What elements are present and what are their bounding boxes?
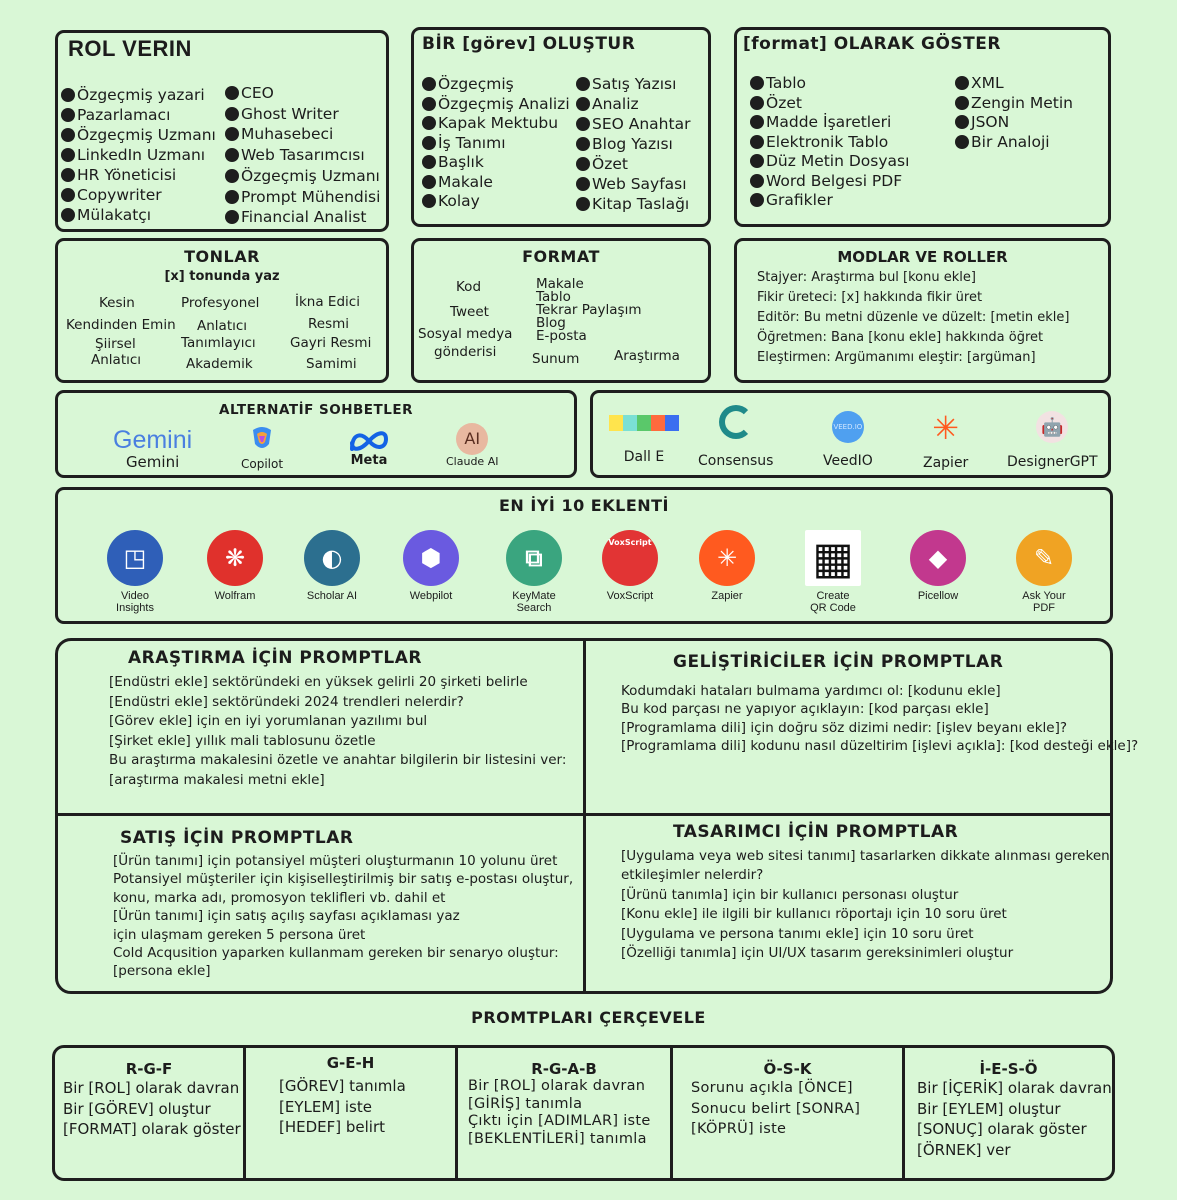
frame-line: Sorunu açıkla [ÖNCE] xyxy=(691,1080,853,1096)
ton-word: Akademik xyxy=(186,356,253,372)
list-item-label: Web Tasarımcısı xyxy=(241,146,365,165)
list-item-label: Özgeçmiş Uzmanı xyxy=(77,126,216,144)
list-item-label: Kapak Mektubu xyxy=(438,114,559,132)
list-item xyxy=(225,207,380,228)
list-item xyxy=(225,124,380,145)
list-item xyxy=(225,145,380,166)
list-item-label: Mülakatçı xyxy=(77,206,152,224)
list-item-label: Kitap Taslağı xyxy=(592,195,690,213)
list-item xyxy=(61,125,216,145)
plugin-label: Picellow xyxy=(917,590,959,602)
format-word: gönderisi xyxy=(434,344,497,360)
list-item-label: Zengin Metin xyxy=(971,93,1073,112)
list-item-label: Özgeçmiş Analizi xyxy=(438,94,570,113)
bullet-icon xyxy=(750,135,764,149)
list-item xyxy=(422,192,570,212)
bullet-icon xyxy=(955,96,969,110)
veedio-label: VeedIO xyxy=(823,453,873,469)
plugin-item[interactable] xyxy=(494,530,574,614)
rol-verin-title: ROL VERIN xyxy=(68,36,192,61)
bullet-icon xyxy=(576,77,590,91)
bullet-icon xyxy=(422,155,436,169)
list-item xyxy=(750,172,909,192)
list-item xyxy=(750,152,909,172)
consensus-label: Consensus xyxy=(698,453,774,469)
prompt-line: için ulaşmam gereken 5 persona üret xyxy=(113,926,366,943)
prompt-line: Kodumdaki hataları bulmama yardımcı ol: [kodunu ekle] xyxy=(621,683,1001,699)
prompt-line: [Endüstri ekle] sektöründeki en yüksek gelirli 20 şirketi belirle xyxy=(109,674,528,690)
format-list-col1 xyxy=(750,74,909,211)
bullet-icon xyxy=(61,108,75,122)
plugin-label: Video Insights xyxy=(116,590,154,614)
plugin-label: Scholar AI xyxy=(306,590,358,602)
gorev-olustur-panel xyxy=(411,27,711,227)
prompt-line: [Uygulama ve persona tanımı ekle] için 10 soru üret xyxy=(621,925,974,942)
meta-label: Meta xyxy=(350,453,388,468)
ton-word: İkna Edici xyxy=(295,294,360,310)
frame-head: İ-E-S-Ö xyxy=(979,1060,1038,1078)
list-item xyxy=(955,113,1073,133)
list-item xyxy=(576,134,690,154)
copilot-logo[interactable] xyxy=(241,424,283,471)
plugin-label: KeyMate Search xyxy=(512,590,556,614)
frame-line: [SONUÇ] olarak göster xyxy=(917,1120,1087,1138)
bullet-icon xyxy=(422,77,436,91)
list-item-label: Tablo xyxy=(766,74,807,92)
gorev-list-col1 xyxy=(422,75,570,212)
list-item-label: Özet xyxy=(766,93,802,112)
modlar-lines xyxy=(757,268,1069,368)
picellow-icon: ◆ xyxy=(910,530,966,586)
frame-head: R-G-F xyxy=(125,1060,173,1078)
format-title: FORMAT xyxy=(522,247,600,266)
claude-icon: AI xyxy=(456,423,488,455)
keymate-icon: ⧉ xyxy=(506,530,562,586)
list-item xyxy=(750,133,909,153)
list-item xyxy=(955,133,1073,153)
plugin-label: Create QR Code xyxy=(810,590,856,614)
ton-word: Samimi xyxy=(306,356,357,372)
scholar-ai-icon: ◐ xyxy=(304,530,360,586)
prompt-line: [Programlama dili] kodunu nasıl düzeltirim [işlevi açıkla]: [kod desteği ekle]? xyxy=(621,738,1139,755)
plugin-label: Wolfram xyxy=(214,590,256,602)
list-item-label: Web Sayfası xyxy=(592,175,687,193)
list-item-label: Makale xyxy=(438,172,493,191)
claude-label: Claude AI xyxy=(446,455,499,468)
alternatif-sohbetler-panel xyxy=(55,390,577,478)
format-panel xyxy=(411,238,711,383)
eklenti-row xyxy=(58,530,1110,620)
bullet-icon xyxy=(61,208,75,222)
frame-column xyxy=(243,1048,455,1178)
tonlar-subtitle: [x] tonunda yaz xyxy=(164,269,280,284)
list-item xyxy=(750,191,909,211)
plugin-item[interactable] xyxy=(292,530,372,602)
ton-word: Tanımlayıcı xyxy=(181,335,256,351)
gelistirici-title: GELİŞTİRİCİLER İÇİN PROMPTLAR xyxy=(673,652,1004,672)
cerceve-title: PROMTPLARI ÇERÇEVELE xyxy=(471,1008,706,1027)
plugin-label: Ask Your PDF xyxy=(1022,590,1066,614)
list-item-label: HR Yöneticisi xyxy=(77,166,177,184)
list-item xyxy=(225,166,380,187)
list-item xyxy=(61,145,216,165)
meta-icon xyxy=(348,429,390,453)
gemini-label: Gemini xyxy=(125,453,180,471)
list-item-label: Pazarlamacı xyxy=(77,106,171,124)
frame-column xyxy=(902,1048,1112,1178)
voxscript-icon: VoxScript xyxy=(602,530,658,586)
prompt-line: [Ürünü tanımla] için bir kullanıcı personası oluştur xyxy=(621,886,959,903)
list-item xyxy=(955,94,1073,114)
gelistirici-lines xyxy=(621,682,1138,756)
plugin-item[interactable] xyxy=(1004,530,1084,614)
list-item xyxy=(61,185,216,205)
copilot-label: Copilot xyxy=(241,457,284,471)
ton-word: Gayri Resmi xyxy=(290,335,372,351)
list-item xyxy=(576,74,690,94)
ton-word: Kesin xyxy=(99,295,135,311)
arastirma-title: ARAŞTIRMA İÇİN PROMPTLAR xyxy=(128,648,422,668)
list-item-label: Elektronik Tablo xyxy=(766,132,889,151)
format-list-col2 xyxy=(955,74,1073,152)
format-word: Blog xyxy=(536,315,566,331)
format-goster-panel xyxy=(734,27,1111,227)
bullet-icon xyxy=(750,76,764,90)
frame-line: [KÖPRÜ] iste xyxy=(691,1121,787,1137)
list-item-label: Blog Yazısı xyxy=(592,135,673,153)
frame-line: Bir [ROL] olarak davran xyxy=(468,1078,646,1094)
prompt-line: Bu araştırma makalesini özetle ve anahtar bilgilerin bir listesini ver: xyxy=(109,752,567,769)
list-item-label: Copywriter xyxy=(77,186,162,204)
satis-title: SATIŞ İÇİN PROMPTLAR xyxy=(120,828,354,848)
prompt-line: [Özelliği tanımla] için UI/UX tasarım gereksinimleri oluştur xyxy=(621,945,1014,962)
gorev-title: BİR [görev] OLUŞTUR xyxy=(422,34,636,54)
list-item xyxy=(955,74,1073,94)
designergpt-icon: 🤖 xyxy=(1036,411,1068,443)
ton-word: Kendinden Emin xyxy=(66,317,176,333)
dalle-icon xyxy=(609,415,679,431)
list-item-label: Prompt Mühendisi xyxy=(241,187,381,206)
bullet-icon xyxy=(225,127,239,141)
bullet-icon xyxy=(576,97,590,111)
list-item-label: Özgeçmiş yazari xyxy=(77,86,205,104)
gemini-wordmark: Gemini xyxy=(113,426,193,454)
cerceve-panel xyxy=(52,1045,1115,1181)
prompt-line: [araştırma makalesi metni ekle] xyxy=(109,771,325,788)
wolfram-icon: ❋ xyxy=(207,530,263,586)
bullet-icon xyxy=(576,157,590,171)
designergpt-label: DesignerGPT xyxy=(1007,454,1098,470)
frame-line: Sonucu belirt [SONRA] xyxy=(691,1100,861,1117)
plugin-item[interactable] xyxy=(793,530,873,614)
list-item xyxy=(61,85,216,105)
bullet-icon xyxy=(955,115,969,129)
format-word: Sunum xyxy=(532,351,580,367)
format-word: Kod xyxy=(456,279,482,295)
alternatif-title: ALTERNATİF SOHBETLER xyxy=(219,402,413,418)
list-item-label: LinkedIn Uzmanı xyxy=(77,146,206,164)
list-item-label: Muhasebeci xyxy=(241,125,334,144)
format-word: Tekrar Paylaşım xyxy=(536,302,642,318)
plugin-label: Zapier xyxy=(711,590,743,602)
veedio-logo[interactable] xyxy=(823,411,873,469)
ton-word: Profesyonel xyxy=(181,295,260,311)
list-item xyxy=(576,114,690,134)
bullet-icon xyxy=(225,210,239,224)
format-word: Araştırma xyxy=(614,348,680,364)
prompt-line: Öğretmen: Bana [konu ekle] hakkında öğret xyxy=(757,330,1044,345)
plugin-label: VoxScript xyxy=(606,590,654,602)
prompt-line: Fikir üreteci: [x] hakkında fikir üret xyxy=(757,290,983,305)
rol-list-col1 xyxy=(61,85,216,225)
gemini-logo[interactable] xyxy=(113,426,192,470)
frame-column xyxy=(455,1048,670,1178)
prompt-line: Eleştirmen: Argümanımı eleştir: [argüman] xyxy=(757,350,1036,365)
consensus-icon xyxy=(719,405,753,439)
list-item xyxy=(576,94,690,114)
list-item xyxy=(422,75,570,95)
pdf-icon: ✎ xyxy=(1016,530,1072,586)
list-item-label: Başlık xyxy=(438,153,484,171)
format-word: Tweet xyxy=(450,304,489,320)
dalle-label: Dall E xyxy=(623,449,665,465)
frame-line: Bir [EYLEM] oluştur xyxy=(917,1099,1061,1118)
tonlar-panel xyxy=(55,238,389,383)
prompt-line: [Ürün tanımı] için satış açılış sayfası açıklaması yaz xyxy=(113,908,460,925)
prompt-line: konu, marka adı, promosyon teklifleri vb. dahil et xyxy=(113,889,446,906)
list-item-label: Bir Analoji xyxy=(971,132,1050,151)
prompt-line: [Endüstri ekle] sektöründeki 2024 trendleri nelerdir? xyxy=(109,693,464,710)
format-word: Tablo xyxy=(536,289,571,305)
frame-line: Çıktı için [ADIMLAR] iste xyxy=(468,1113,651,1129)
list-item xyxy=(61,165,216,185)
frame-line: [EYLEM] iste xyxy=(279,1097,372,1116)
tasarimci-title: TASARIMCI İÇİN PROMPTLAR xyxy=(673,822,959,842)
tonlar-title: TONLAR xyxy=(184,247,260,266)
bullet-icon xyxy=(225,86,239,100)
list-item-label: Ghost Writer xyxy=(241,104,339,123)
prompt-line: [Konu ekle] ile ilgili bir kullanıcı röportajı için 10 soru üret xyxy=(621,906,1007,923)
list-item-label: Analiz xyxy=(592,95,639,113)
satis-lines xyxy=(113,852,573,981)
prompt-line: [Uygulama veya web sitesi tanımı] tasarlarken dikkate alınması gereken xyxy=(621,848,1110,864)
bullet-icon xyxy=(750,154,764,168)
plugin-item[interactable] xyxy=(95,530,175,614)
bullet-icon xyxy=(61,148,75,162)
list-item xyxy=(750,74,909,94)
prompt-line: [Görev ekle] için en iyi yorumlanan yazılımı bul xyxy=(109,713,428,730)
prompts-grid xyxy=(55,638,1139,994)
frame-line: Bir [GÖREV] oluştur xyxy=(63,1099,211,1118)
format-word: Makale xyxy=(536,276,584,292)
dalle-logo[interactable] xyxy=(609,415,679,465)
list-item-label: Kolay xyxy=(438,192,480,210)
prompt-line: Potansiyel müşteriler için kişiselleştirilmiş bir satış e-postası oluştur, xyxy=(113,871,574,888)
meta-logo[interactable] xyxy=(348,429,390,468)
video-insights-icon: ◳ xyxy=(107,530,163,586)
prompt-line: Stajyer: Araştırma bul [konu ekle] xyxy=(757,270,976,285)
frame-line: Bir [İÇERİK] olarak davran xyxy=(917,1079,1112,1097)
bullet-icon xyxy=(750,115,764,129)
bullet-icon xyxy=(955,135,969,149)
veedio-icon: VEED.IO xyxy=(832,411,864,443)
list-item-label: Financial Analist xyxy=(241,208,367,227)
copilot-icon xyxy=(247,424,277,454)
list-item-label: Özgeçmiş Uzmanı xyxy=(241,166,380,185)
list-item-label: Özgeçmiş xyxy=(438,75,514,93)
list-item xyxy=(422,95,570,115)
tools-panel xyxy=(590,390,1111,478)
list-item-label: CEO xyxy=(241,84,274,102)
frame-line: [GÖREV] tanımla xyxy=(279,1077,406,1095)
grid-horizontal-divider xyxy=(58,813,1110,816)
zapier-icon: ✳ xyxy=(932,409,960,447)
prompt-line: [Ürün tanımı] için potansiyel müşteri oluşturmanın 10 yolunu üret xyxy=(113,853,558,869)
frame-column xyxy=(55,1048,243,1178)
list-item-label: JSON xyxy=(971,113,1010,131)
bullet-icon xyxy=(576,117,590,131)
grid-vertical-divider xyxy=(583,641,586,991)
tasarimci-lines xyxy=(621,847,1110,963)
list-item xyxy=(61,205,216,225)
list-item xyxy=(576,174,690,194)
arastirma-lines xyxy=(109,673,566,791)
prompt-line: [Şirket ekle] yıllık mali tablosunu özetle xyxy=(109,732,376,749)
bullet-icon xyxy=(422,136,436,150)
list-item xyxy=(422,134,570,154)
list-item-label: SEO Anahtar xyxy=(592,115,691,133)
modlar-title: MODLAR VE ROLLER xyxy=(837,248,1008,266)
bullet-icon xyxy=(225,169,239,183)
prompt-line: Cold Acqusition yaparken kullanmam gereken bir senaryo oluştur: xyxy=(113,945,559,962)
ton-word: Anlatıcı xyxy=(197,318,248,334)
list-item xyxy=(225,83,380,104)
list-item-label: XML xyxy=(971,74,1004,92)
bullet-icon xyxy=(750,193,764,207)
ton-word: Resmi xyxy=(308,316,350,332)
zapier-logo[interactable] xyxy=(923,409,969,471)
plugin-item[interactable] xyxy=(898,530,978,602)
prompt-line: [persona ekle] xyxy=(113,963,211,980)
list-item-label: Madde İşaretleri xyxy=(766,113,892,131)
prompt-line: etkileşimler nelerdir? xyxy=(621,867,764,884)
eklenti-title: EN İYİ 10 EKLENTİ xyxy=(499,496,669,515)
list-item xyxy=(225,104,380,125)
frame-line: [BEKLENTİLERİ] tanımla xyxy=(468,1130,647,1147)
list-item-label: İş Tanımı xyxy=(438,133,506,152)
plugin-item[interactable] xyxy=(687,530,767,602)
frame-line: [ÖRNEK] ver xyxy=(917,1140,1011,1159)
frame-line: [GİRİŞ] tanımla xyxy=(468,1095,583,1112)
bullet-icon xyxy=(750,96,764,110)
list-item-label: Düz Metin Dosyası xyxy=(766,152,910,170)
frame-line: Bir [ROL] olarak davran xyxy=(63,1079,240,1097)
frame-head: Ö-S-K xyxy=(763,1060,812,1078)
bullet-icon xyxy=(422,175,436,189)
list-item xyxy=(576,194,690,214)
webpilot-icon: ⬢ xyxy=(403,530,459,586)
list-item-label: Word Belgesi PDF xyxy=(766,171,903,190)
bullet-icon xyxy=(422,194,436,208)
plugin-item[interactable] xyxy=(590,530,670,602)
frame-line: [HEDEF] belirt xyxy=(279,1118,386,1136)
rol-list-col2 xyxy=(225,83,380,228)
bullet-icon xyxy=(61,128,75,142)
bullet-icon xyxy=(225,107,239,121)
zapier-icon: ✳ xyxy=(699,530,755,586)
list-item xyxy=(61,105,216,125)
list-item xyxy=(750,113,909,133)
claude-logo[interactable] xyxy=(446,423,498,468)
list-item xyxy=(576,154,690,174)
plugin-item[interactable] xyxy=(391,530,471,602)
list-item-label: Satış Yazısı xyxy=(592,75,677,93)
bullet-icon xyxy=(422,97,436,111)
frame-line: [FORMAT] olarak göster xyxy=(63,1120,241,1138)
bullet-icon xyxy=(225,148,239,162)
format-word: E-posta xyxy=(536,328,587,344)
qr-code-icon: ▦ xyxy=(805,530,861,586)
bullet-icon xyxy=(955,76,969,90)
bullet-icon xyxy=(576,177,590,191)
list-item xyxy=(422,153,570,173)
frame-column xyxy=(670,1048,902,1178)
modlar-panel xyxy=(734,238,1111,383)
list-item-label: Özet xyxy=(592,155,628,173)
ton-word: Şiirsel xyxy=(95,336,136,352)
bullet-icon xyxy=(61,88,75,102)
prompt-line: Bu kod parçası ne yapıyor açıklayın: [kod parçası ekle] xyxy=(621,701,989,718)
list-item xyxy=(422,173,570,193)
gorev-list-col2 xyxy=(576,74,690,214)
bullet-icon xyxy=(576,137,590,151)
bullet-icon xyxy=(750,174,764,188)
ton-word: Anlatıcı xyxy=(91,352,142,368)
bullet-icon xyxy=(225,190,239,204)
frame-head: G-E-H xyxy=(326,1054,375,1072)
format-word: Sosyal medya xyxy=(418,326,513,342)
plugin-item[interactable] xyxy=(195,530,275,602)
prompt-line: Editör: Bu metni düzenle ve düzelt: [metin ekle] xyxy=(757,310,1070,325)
list-item xyxy=(422,114,570,134)
bullet-icon xyxy=(61,188,75,202)
prompt-line: [Programlama dili] için doğru söz dizimi nedir: [işlev beyanı ekle]? xyxy=(621,719,1068,736)
list-item xyxy=(225,187,380,208)
bullet-icon xyxy=(576,197,590,211)
plugin-label: Webpilot xyxy=(409,590,453,602)
eklenti-panel xyxy=(55,487,1113,624)
list-item xyxy=(750,94,909,114)
rol-verin-panel xyxy=(55,30,389,232)
bullet-icon xyxy=(61,168,75,182)
consensus-logo[interactable] xyxy=(698,405,773,469)
designergpt-logo[interactable] xyxy=(1007,411,1098,470)
zapier-label: Zapier xyxy=(923,455,969,471)
frame-head: R-G-A-B xyxy=(531,1060,597,1078)
list-item-label: Grafikler xyxy=(766,191,833,209)
format-goster-title: [format] OLARAK GÖSTER xyxy=(743,34,1001,54)
bullet-icon xyxy=(422,116,436,130)
